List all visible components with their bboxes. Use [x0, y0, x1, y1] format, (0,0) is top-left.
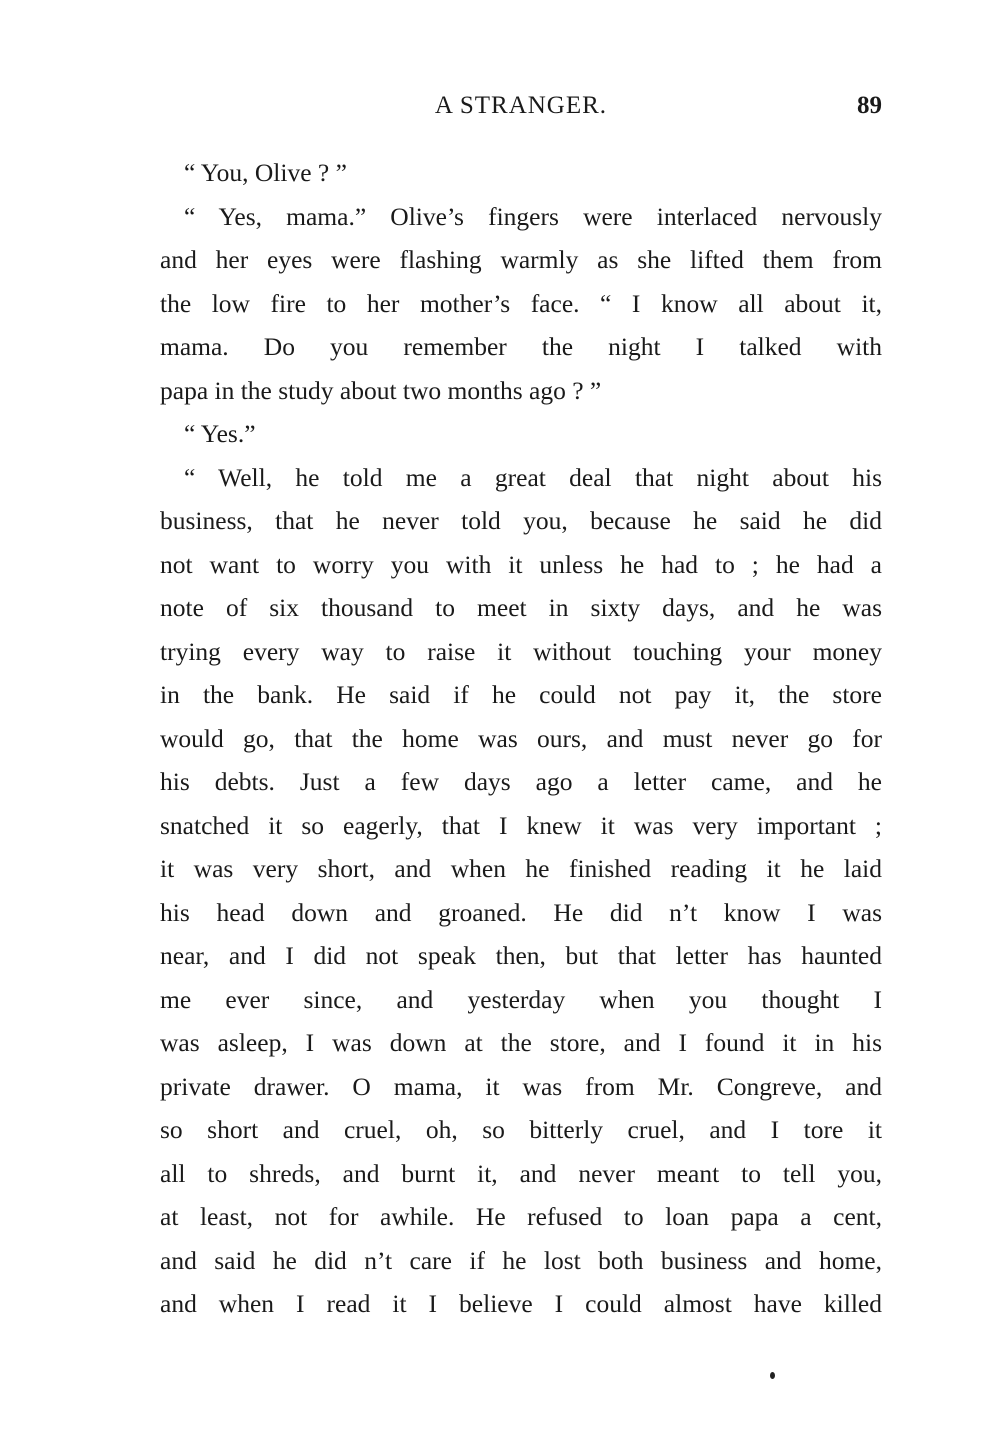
text-line: “ Yes, mama.” Olive’s fingers were interlaced nervously — [184, 201, 882, 231]
text-line: not want to worry you with it unless he had to ; he had a — [160, 549, 882, 579]
text-line: his debts. Just a few days ago a letter came, and he — [160, 767, 882, 796]
ink-speck — [770, 1372, 775, 1379]
text-line: so short and cruel, oh, so bitterly cruel, and I tore it — [160, 1115, 882, 1144]
text-line: private drawer. O mama, it was from Mr. Congreve, and — [160, 1071, 882, 1101]
text-line: his head down and groaned. He did n’t know I was — [160, 897, 882, 927]
text-line: and when I read it I believe I could almost have killed — [160, 1289, 882, 1318]
text-line: snatched it so eagerly, that I knew it was very important ; — [160, 810, 882, 840]
text-line: “ Yes.” — [184, 419, 256, 448]
text-line: note of six thousand to meet in sixty days, and he was — [160, 593, 882, 622]
page-number: 89 — [857, 92, 882, 119]
running-title: A STRANGER. — [434, 92, 608, 119]
text-line: in the bank. He said if he could not pay it, the store — [160, 680, 882, 709]
text-line: it was very short, and when he finished reading it he laid — [160, 854, 882, 883]
text-line: “ You, Olive ? ” — [184, 158, 347, 187]
running-head — [160, 88, 882, 124]
text-line: all to shreds, and burnt it, and never meant to tell you, — [160, 1158, 882, 1188]
text-line: would go, that the home was ours, and must never go for — [160, 723, 882, 753]
text-line: me ever since, and yesterday when you thought I — [160, 984, 882, 1014]
text-line: business, that he never told you, because he said he did — [160, 506, 882, 535]
text-line: and said he did n’t care if he lost both business and home, — [160, 1245, 882, 1275]
text-line: trying every way to raise it without touching your money — [160, 636, 882, 666]
text-line: “ Well, he told me a great deal that night about his — [184, 462, 882, 492]
text-line: at least, not for awhile. He refused to loan papa a cent, — [160, 1202, 882, 1231]
text-line: mama. Do you remember the night I talked with — [160, 332, 882, 361]
text-line: and her eyes were flashing warmly as she lifted them from — [160, 245, 882, 274]
text-line: was asleep, I was down at the store, and I found it in his — [160, 1028, 882, 1057]
text-line: the low fire to her mother’s face. “ I know all about it, — [160, 288, 882, 318]
body-text — [160, 151, 882, 1326]
text-line: near, and I did not speak then, but that letter has haunted — [160, 941, 882, 970]
text-line: papa in the study about two months ago ? ” — [160, 375, 602, 405]
